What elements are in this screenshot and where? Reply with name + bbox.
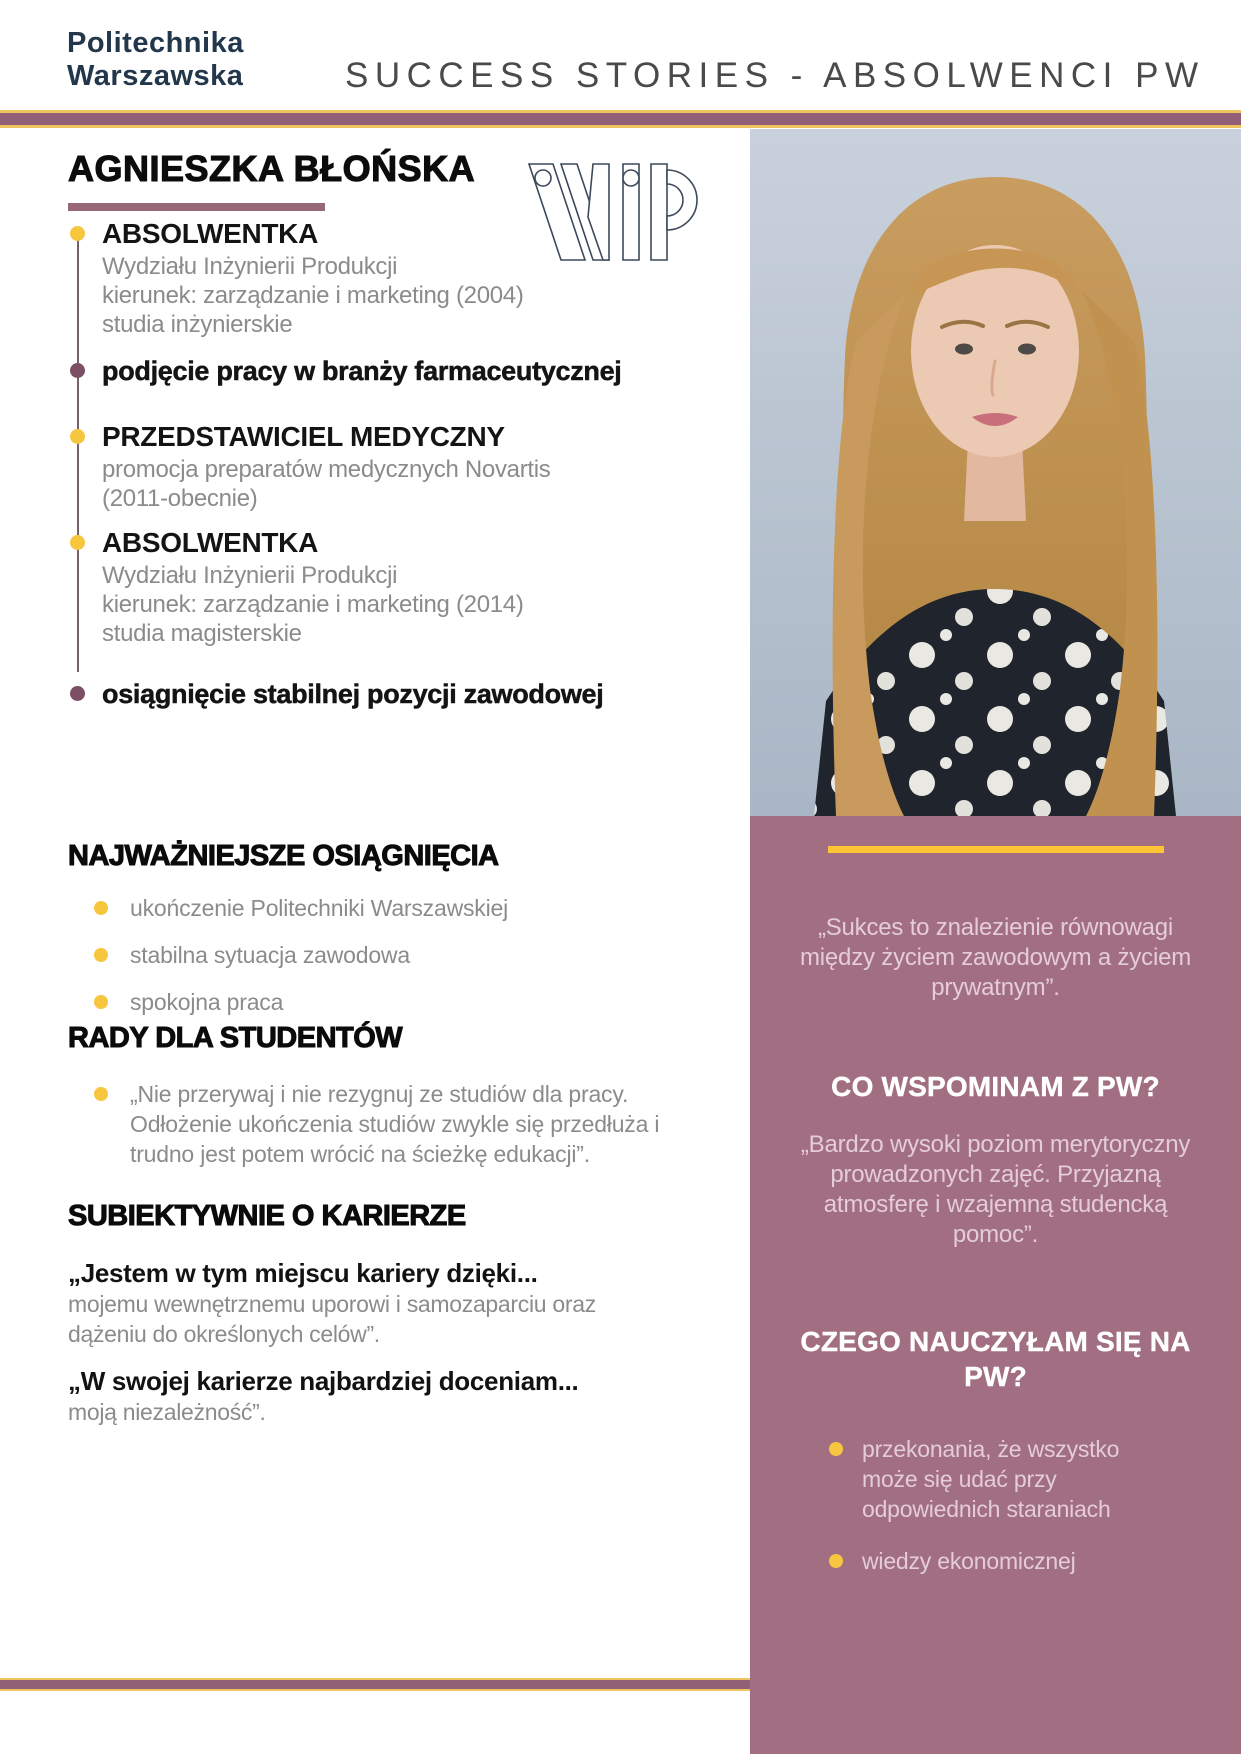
achievements-section	[68, 840, 690, 1034]
detail-line: promocja preparatów medycznych Novartis	[102, 456, 551, 483]
list-item	[68, 1079, 660, 1169]
list-item	[68, 987, 690, 1017]
timeline-title: podjęcie pracy w branży farmaceutycznej	[102, 356, 622, 386]
logo-line-1: Politechnika	[67, 27, 244, 59]
bullet-icon	[94, 995, 108, 1009]
career-heading: SUBIEKTYWNIE O KARIERZE	[68, 1200, 466, 1232]
list-item	[829, 1434, 1162, 1524]
timeline-title: ABSOLWENTKA	[102, 527, 319, 558]
detail-line: studia inżynierskie	[102, 311, 293, 338]
bullet-icon	[94, 948, 108, 962]
accent-line	[828, 846, 1164, 853]
career-entry-lead: „Jestem w tym miejscu kariery dzięki...	[68, 1258, 538, 1288]
career-section	[68, 1200, 690, 1427]
detail-line: (2011-obecnie)	[102, 485, 258, 512]
detail-line: kierunek: zarządzanie i marketing (2014)	[102, 591, 524, 618]
timeline-item	[68, 218, 688, 339]
list-item-text: spokojna praca	[130, 989, 284, 1015]
advice-quote: „Nie przerywaj i nie rezygnuj ze studiów dla pracy. Odłożenie ukończenia studiów zwykle się przedłuża i trudno jest potem wrócić na ścieżkę edukacji”.	[130, 1081, 660, 1167]
career-entry	[68, 1257, 680, 1349]
memories-quote: „Bardzo wysoki poziom merytoryczny prowadzonych zajęć. Przyjazną atmosferę i wzajemną studencką pomoc”.	[800, 1131, 1191, 1248]
alumna-name: AGNIESZKA BŁOŃSKA	[68, 148, 476, 189]
name-underline	[68, 203, 325, 211]
detail-line: Wydziału Inżynierii Produkcji	[102, 253, 398, 280]
learned-heading: CZEGO NAUCZYŁAM SIĘ NA PW?	[800, 1326, 1191, 1392]
list-item-text: ukończenie Politechniki Warszawskiej	[130, 895, 508, 921]
page-title: SUCCESS STORIES - ABSOLWENCI PW	[345, 56, 1205, 95]
achievements-list	[68, 893, 690, 1017]
detail-line: kierunek: zarządzanie i marketing (2004)	[102, 282, 524, 309]
politechnika-warszawska-logo	[67, 27, 244, 93]
advice-heading: RADY DLA STUDENTÓW	[68, 1022, 403, 1054]
career-entry-lead: „W swojej karierze najbardziej doceniam...	[68, 1366, 579, 1396]
list-item-text: wiedzy ekonomicznej	[862, 1548, 1076, 1574]
timeline-bullet-icon	[70, 226, 85, 241]
list-item	[68, 940, 690, 970]
advice-section	[68, 1022, 690, 1186]
advice-list	[68, 1079, 690, 1169]
timeline-item	[68, 527, 688, 648]
list-item	[68, 893, 690, 923]
timeline-title: osiągnięcie stabilnej pozycji zawodowej	[102, 679, 604, 709]
timeline-details	[102, 455, 688, 513]
bullet-icon	[94, 1087, 108, 1101]
timeline-details	[102, 561, 688, 648]
timeline-item	[68, 421, 688, 513]
timeline-bullet-icon	[70, 429, 85, 444]
bottom-divider	[0, 1678, 750, 1691]
logo-line-2: Warszawska	[67, 60, 244, 92]
list-item-text: przekonania, że wszystko może się udać przy odpowiednich staraniach	[862, 1436, 1120, 1522]
timeline-title: PRZEDSTAWICIEL MEDYCZNY	[102, 421, 505, 452]
timeline-bullet-icon	[70, 686, 85, 701]
timeline-item	[68, 678, 688, 710]
career-timeline	[68, 218, 688, 710]
achievements-heading: NAJWAŻNIEJSZE OSIĄGNIĘCIA	[68, 840, 499, 872]
detail-line: studia magisterskie	[102, 620, 302, 647]
timeline-details	[102, 252, 688, 339]
timeline-item	[68, 355, 688, 387]
sidebar-panel	[750, 129, 1241, 1754]
sidebar-content	[750, 846, 1241, 1576]
learned-list	[829, 1434, 1197, 1576]
career-entry-body: moją niezależność”.	[68, 1399, 266, 1425]
timeline-bullet-icon	[70, 535, 85, 550]
bullet-icon	[829, 1442, 843, 1456]
memories-heading: CO WSPOMINAM Z PW?	[831, 1071, 1160, 1102]
top-divider	[0, 110, 1241, 128]
success-quote: „Sukces to znalezienie równowagi między życiem zawodowym a życiem prywatnym”.	[799, 914, 1192, 1001]
bullet-icon	[829, 1554, 843, 1568]
portrait-photo	[750, 129, 1241, 816]
detail-line: Wydziału Inżynierii Produkcji	[102, 562, 398, 589]
timeline-bullet-icon	[70, 363, 85, 378]
list-item-text: stabilna sytuacja zawodowa	[130, 942, 410, 968]
bullet-icon	[94, 901, 108, 915]
career-entry	[68, 1365, 680, 1427]
career-entry-body: mojemu wewnętrznemu uporowi i samozaparciu oraz dążeniu do określonych celów”.	[68, 1291, 596, 1347]
list-item	[829, 1546, 1162, 1576]
timeline-title: ABSOLWENTKA	[102, 218, 319, 249]
